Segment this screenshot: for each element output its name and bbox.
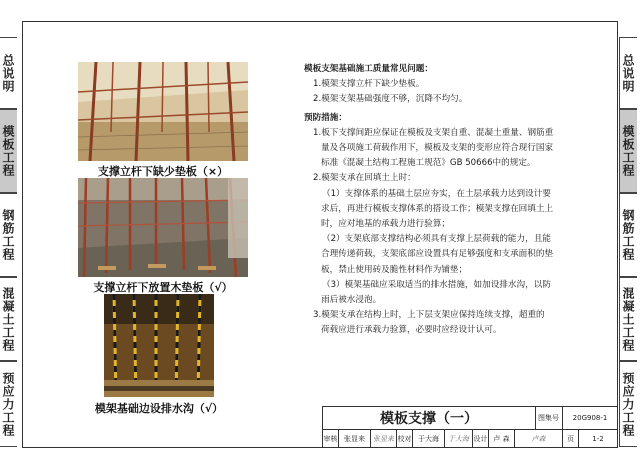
measure-2-3-line-2: 雨后被水浸泡。 [321,295,382,306]
reviewer-name: 张显来 [339,430,371,447]
drawing-title: 模板支撑（一） [323,407,536,429]
text-content [304,62,609,339]
measure-1-line-3: 标准《混凝土结构工程施工规范》GB 50666中的规定。 [321,158,536,169]
problem-1: 1.模架支撑立杆下缺少垫板。 [313,79,425,90]
tab-prestress[interactable] [0,361,17,447]
caption-drainage-ditch: 模架基础边设排水沟（√） [94,402,224,415]
page-label: 页 [563,430,579,447]
tab-general[interactable] [0,37,17,109]
reviewer-signature: 张显来 [371,430,397,447]
tab-label: 钢筋工程 [621,209,635,261]
problem-2: 2.模架支架基础强度不够，沉降不均匀。 [313,94,468,105]
atlas-label: 图集号 [535,407,563,429]
tab-formwork[interactable] [0,109,17,193]
title-row [323,407,617,430]
check-label: 校对 [397,430,413,447]
checker-signature: 于大海 [445,430,473,447]
caption-wood-base-plate: 支撑立杆下放置木垫板（√） [93,281,233,294]
photo-no-base-plate [78,62,248,161]
problems-heading: 模板支架基础施工质量常见问题： [304,64,433,74]
signature-row [323,430,617,447]
tab-label: 混凝土工程 [1,286,15,352]
tab-label: 混凝土工程 [621,286,635,352]
tab-prestress-right[interactable] [619,361,637,447]
left-tab-strip [0,37,20,447]
tab-concrete[interactable] [0,277,17,361]
designer-name: 卢 森 [489,430,515,447]
right-tab-strip [619,37,640,447]
photo-drainage-ditch [104,294,214,397]
review-label: 审核 [323,430,339,447]
designer-signature: 卢森 [515,430,563,447]
measure-2-1-line-3: 时，应对地基的承载力进行验算； [321,219,450,230]
measure-2-1-line-1: （1）支撑体系的基础土层应夯实，在土层承载力达到设计要 [322,188,551,199]
measure-3-line-1: 3.模架支承在结构上时，上下层支架应保持连续支撑，超重的 [313,310,545,321]
measure-1-line-2: 量及各项施工荷载作用下，模板及支架的变形应符合现行国家 [321,143,554,154]
atlas-number: 20G908-1 [572,414,608,422]
tab-label: 模板工程 [621,125,635,177]
tab-label: 总说明 [1,53,15,93]
tab-general-right[interactable] [619,37,637,109]
design-label: 设计 [473,430,489,447]
tab-formwork-right[interactable] [619,109,637,193]
measure-2-2-line-3: 板，禁止使用砖及脆性材料作为铺垫； [321,264,468,275]
measure-2-2-line-2: 合理传递荷载，支架底部应设置具有足够强度和支承面积的垫 [321,249,554,260]
tab-concrete-right[interactable] [619,277,637,361]
measure-3-line-2: 荷载应进行承载力验算，必要时应经设计认可。 [321,325,502,336]
measure-2: 2.模架支承在回填土上时： [313,173,416,184]
tab-label: 预应力工程 [621,371,635,437]
measure-2-1-line-2: 求后，再进行模板支撑体系的搭设工作；模架支撑在回填土上 [321,203,554,214]
photo-wood-base-plate [78,178,248,277]
measures-heading: 预防措施： [304,112,347,123]
tab-label: 预应力工程 [1,371,15,437]
tab-label: 钢筋工程 [1,209,15,261]
measure-1-line-1: 1.板下支撑间距应保证在模板及支架自重、混凝土重量、钢筋重 [313,127,554,138]
caption-no-base-plate: 支撑立杆下缺少垫板（×） [97,165,229,178]
tab-label: 模板工程 [1,125,15,177]
measure-2-2-line-1: （2）支架底部支撑结构必须具有支撑上层荷载的能力，且能 [322,234,551,245]
title-block [322,406,617,447]
page-number: 1-2 [592,434,604,443]
checker-name: 于大海 [413,430,445,447]
measure-2-3-line-1: （3）模架基础应采取适当的排水措施，如加设排水沟，以防 [322,279,551,290]
tab-label: 总说明 [621,53,635,93]
tab-rebar-right[interactable] [619,193,637,277]
tab-rebar[interactable] [0,193,17,277]
